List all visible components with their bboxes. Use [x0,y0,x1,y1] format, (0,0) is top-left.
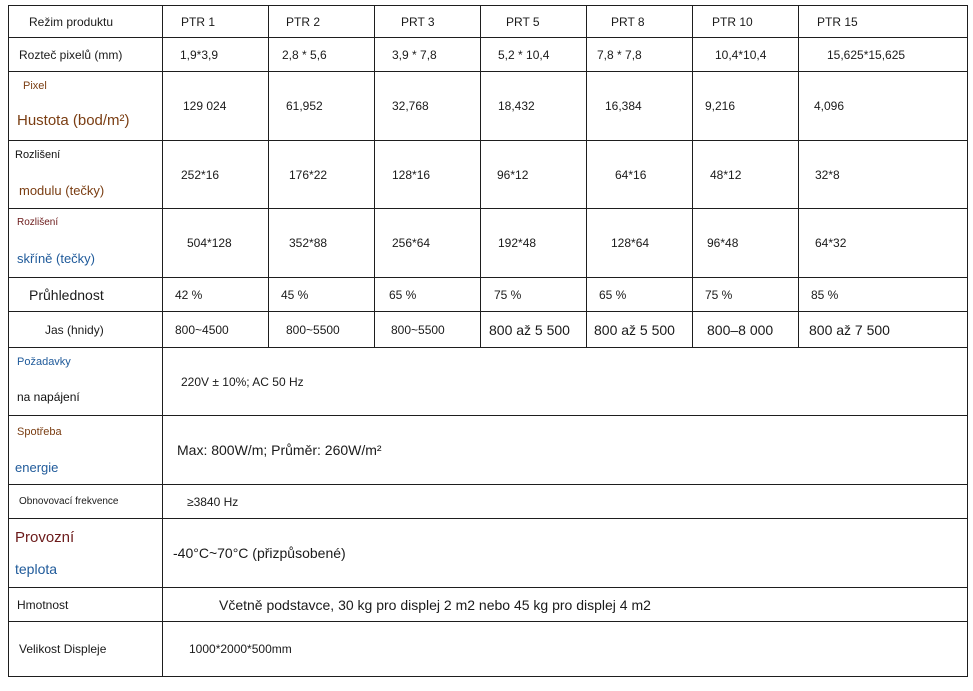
row-label-line1: Rozlišení [17,217,59,228]
transparency-row [9,278,968,312]
density-row [9,72,968,141]
value-cell: 32,768 [375,72,481,141]
value-cell: 128*64 [587,209,693,278]
value-cell: 96*12 [481,141,587,209]
value-cell: -40°C~70°C (přizpůsobené) [163,519,968,588]
value-cell: 192*48 [481,209,587,278]
row-label-line2: na napájení [17,390,80,404]
value-cell: 220V ± 10%; AC 50 Hz [163,348,968,416]
value-cell: 800~5500 [269,312,375,348]
value-cell: 61,952 [269,72,375,141]
value-cell: 176*22 [269,141,375,209]
value-cell: 1000*2000*500mm [163,622,968,677]
row-label [9,209,163,278]
row-label-line1: Pixel [23,80,47,92]
value-cell: 9,216 [693,72,799,141]
model-header: PRT 3 [375,6,481,38]
value-cell: 800 až 5 500 [587,312,693,348]
module-res-row [9,141,968,209]
model-header: PTR 15 [799,6,968,38]
value-cell: 85 % [799,278,968,312]
size-row [9,622,968,677]
value-cell: 45 % [269,278,375,312]
row-label [9,519,163,588]
header-label: Režim produktu [9,6,163,38]
row-label: Obnovovací frekvence [9,485,163,519]
row-label [9,416,163,485]
value-cell: 3,9 * 7,8 [375,38,481,72]
value-cell: 64*16 [587,141,693,209]
model-header: PTR 2 [269,6,375,38]
spec-table [8,5,968,677]
value-cell: 42 % [163,278,269,312]
value-cell: 15,625*15,625 [799,38,968,72]
brightness-row [9,312,968,348]
row-label [9,348,163,416]
value-cell: 96*48 [693,209,799,278]
value-cell: 10,4*10,4 [693,38,799,72]
value-cell: 129 024 [163,72,269,141]
weight-row [9,588,968,622]
value-cell: 1,9*3,9 [163,38,269,72]
header-row [9,6,968,38]
row-label-line2: energie [15,460,59,475]
row-label [9,72,163,141]
model-header: PRT 5 [481,6,587,38]
value-cell: 800~5500 [375,312,481,348]
model-header: PTR 10 [693,6,799,38]
value-cell: 800~4500 [163,312,269,348]
value-cell: 16,384 [587,72,693,141]
value-cell: 352*88 [269,209,375,278]
row-label [9,141,163,209]
value-cell: 48*12 [693,141,799,209]
value-cell: Max: 800W/m; Průměr: 260W/m² [163,416,968,485]
value-cell: 800–8 000 [693,312,799,348]
value-cell: 7,8 * 7,8 [587,38,693,72]
value-cell: 75 % [693,278,799,312]
value-cell: 75 % [481,278,587,312]
value-cell: 5,2 * 10,4 [481,38,587,72]
row-label: Jas (hnidy) [9,312,163,348]
value-cell: 256*64 [375,209,481,278]
pitch-row [9,38,968,72]
row-label-line1: Spotřeba [17,426,62,438]
value-cell: 18,432 [481,72,587,141]
row-label-line2: modulu (tečky) [19,183,105,198]
value-cell: Včetně podstavce, 30 kg pro displej 2 m2 nebo 45 kg pro displej 4 m2 [163,588,968,622]
value-cell: ≥3840 Hz [163,485,968,519]
temperature-row [9,519,968,588]
value-cell: 800 až 7 500 [799,312,968,348]
row-label: Velikost Displeje [9,622,163,677]
row-label-line1: Požadavky [17,356,71,368]
value-cell: 2,8 * 5,6 [269,38,375,72]
refresh-row [9,485,968,519]
value-cell: 32*8 [799,141,968,209]
row-label-line2: Hustota (bod/m²) [17,112,130,129]
row-label-line1: Provozní [15,529,75,546]
value-cell: 4,096 [799,72,968,141]
row-label: Průhlednost [9,278,163,312]
power-row [9,348,968,416]
value-cell: 64*32 [799,209,968,278]
value-cell: 128*16 [375,141,481,209]
value-cell: 800 až 5 500 [481,312,587,348]
consumption-row [9,416,968,485]
model-header: PRT 8 [587,6,693,38]
value-cell: 252*16 [163,141,269,209]
row-label: Hmotnost [9,588,163,622]
cabinet-res-row [9,209,968,278]
value-cell: 65 % [375,278,481,312]
model-header: PTR 1 [163,6,269,38]
row-label-line2: skříně (tečky) [17,251,96,266]
row-label-line1: Rozlišení [15,149,61,161]
value-cell: 65 % [587,278,693,312]
row-label: Rozteč pixelů (mm) [9,38,163,72]
value-cell: 504*128 [163,209,269,278]
row-label-line2: teplota [15,561,58,577]
